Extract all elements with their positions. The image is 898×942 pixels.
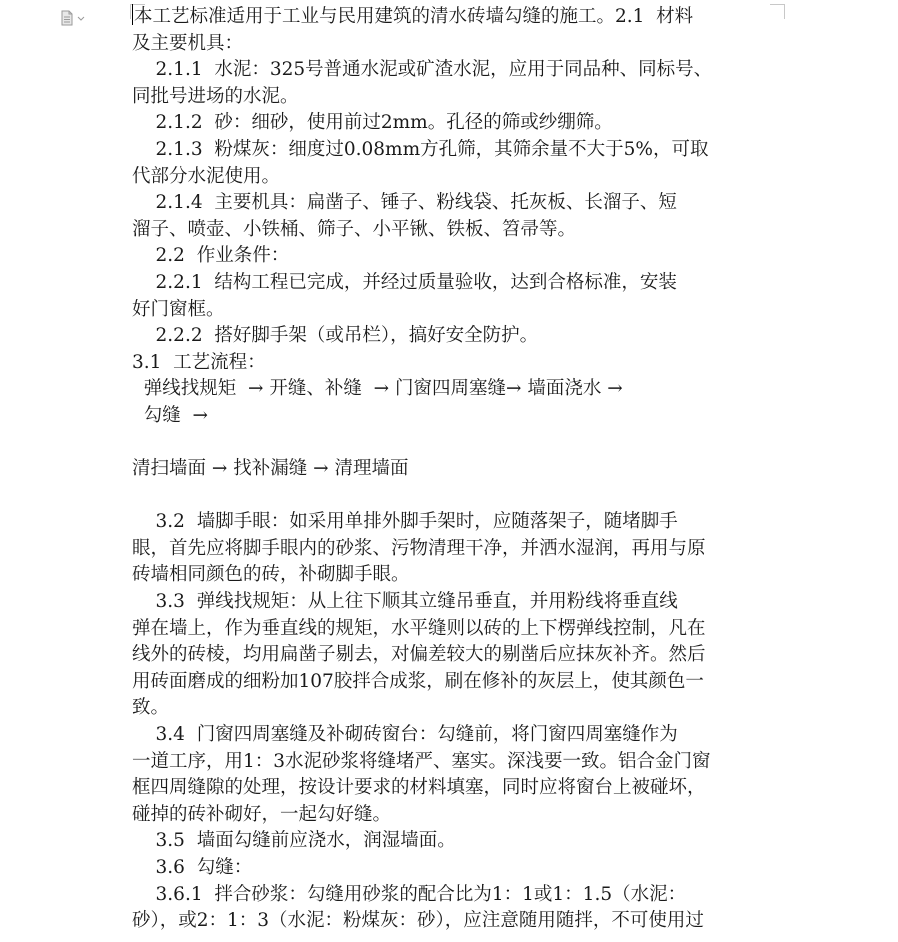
text-line: 3.4 门窗四周塞缝及补砌砖窗台：勾缝前，将门窗四周塞缝作为 [132,724,678,746]
text-line: 溜子、喷壶、小铁桶、筛子、小平锹、铁板、笤帚等。 [132,218,577,240]
text-line: 碰掉的砖补砌好，一起勾好缝。 [132,803,392,825]
text-line-content: 本工艺标准适用于工业与民用建筑的清水砖墙勾缝的施工。2.1 材料 [134,6,694,27]
text-line: 弹在墙上，作为垂直线的规矩，水平缝则以砖的上下楞弹线控制，凡在 [132,617,706,639]
text-line: 勾缝 → [132,404,209,426]
text-line [132,4,772,31]
text-line: 3.5 墙面勾缝前应浇水，润湿墙面。 [132,830,456,852]
text-line: 眼，首先应将脚手眼内的砂浆、污物清理干净，并洒水湿润，再用与原 [132,537,706,559]
text-line: 致。 [132,697,170,719]
text-line: 2.1.4 主要机具：扁凿子、锤子、粉线袋、托灰板、长溜子、短 [132,192,677,214]
text-line: 3.1 工艺流程： [132,351,266,373]
blank-line [132,430,772,457]
text-line: 2.2.1 结构工程已完成，并经过质量验收，达到合格标准，安装 [132,271,677,293]
text-line: 弹线找规矩 → 开缝、补缝 → 门窗四周塞缝→ 墙面浇水 → [132,378,623,400]
text-line: 一道工序，用1：3水泥砂浆将缝堵严、塞实。深浅要一致。铝合金门窗 [132,750,711,772]
text-line: 3.2 墙脚手眼：如采用单排外脚手架时，应随落架子，随堵脚手 [132,511,678,533]
blank-line [132,483,772,510]
text-line: 2.1.2 砂：细砂，使用前过2mm。孔径的筛或纱绷筛。 [132,112,613,134]
text-line: 3.6.1 拌合砂浆：勾缝用砂浆的配合比为1：1或1：1.5（水泥： [132,883,687,905]
text-line: 同批号进场的水泥。 [132,85,299,107]
text-line: 砖墙相同颜色的砖，补砌脚手眼。 [132,564,410,586]
text-line: 2.1.3 粉煤灰：细度过0.08mm方孔筛，其筛余量不大于5%，可取 [132,138,709,160]
text-line: 清扫墙面 → 找补漏缝 → 清理墙面 [132,458,409,480]
text-cursor [132,4,133,25]
text-line: 线外的砖棱，均用扁凿子剔去，对偏差较大的剔凿后应抹灰补齐。然后 [132,644,706,666]
text-line: 2.1.1 水泥：325号普通水泥或矿渣水泥，应用于同品种、同标号、 [132,59,713,81]
text-line: 好门窗框。 [132,298,225,320]
text-line: 2.2 作业条件： [132,245,290,267]
text-line: 框四周缝隙的处理，按设计要求的材料填塞，同时应将窗台上被碰坏， [132,777,706,799]
text-line: 用砖面磨成的细粉加107胶拌合成浆，刷在修补的灰层上，使其颜色一 [132,670,704,692]
margin-corner-mark-right [770,4,785,19]
document-icon[interactable] [60,10,86,26]
text-line: 代部分水泥使用。 [132,165,281,187]
text-line: 砂），或2：1：3（水泥：粉煤灰：砂），应注意随用随拌，不可使用过 [132,910,704,932]
text-line: 3.6 勾缝： [132,857,253,878]
document-body[interactable] [132,4,772,935]
text-line: 及主要机具： [132,32,244,54]
text-line: 2.2.2 搭好脚手架（或吊栏），搞好安全防护。 [132,325,539,347]
text-line: 3.3 弹线找规矩：从上往下顺其立缝吊垂直，并用粉线将垂直线 [132,591,678,613]
